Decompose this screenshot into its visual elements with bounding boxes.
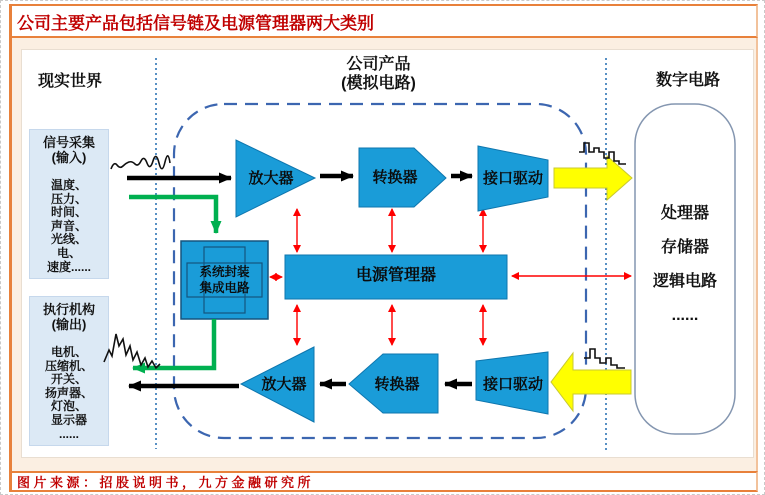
source-text: 图片来源：招股说明书，九方金融研究所 [17, 475, 315, 490]
actuator-output-title: 执行机构 [42, 302, 95, 317]
list-item: 电、 [56, 245, 81, 260]
list-item: ...... [671, 307, 699, 324]
converter-top-label: 转换器 [372, 169, 418, 186]
source-bar [9, 471, 758, 492]
power-manager-label: 电源管理器 [355, 267, 436, 284]
interface-driver-top-label: 接口驱动 [482, 170, 543, 187]
list-item: 光线、 [50, 232, 87, 247]
green-path-input-to-sip [129, 197, 216, 233]
list-item: 声音、 [50, 218, 87, 233]
real-world-header: 现实世界 [37, 73, 102, 90]
list-item: ...... [58, 426, 79, 441]
list-item: 存储器 [660, 239, 709, 256]
list-item: 逻辑电路 [652, 273, 717, 290]
digital-waveform-bottom-icon [584, 349, 625, 368]
yellow-arrow-from-digital [551, 353, 631, 411]
list-item: 灯泡、 [50, 399, 87, 414]
sip-label-line2: 集成电路 [199, 280, 250, 295]
sip-label [184, 265, 265, 296]
list-item: 开关、 [50, 372, 87, 387]
digital-circuit-items [639, 197, 731, 333]
list-item: 显示器 [50, 412, 87, 427]
amplifier-bottom-label: 放大器 [261, 376, 307, 393]
list-item: 电机、 [50, 345, 87, 359]
output-waveform-icon [104, 334, 160, 368]
analog-waveform-icon [111, 156, 170, 169]
sip-label-line1: 系统封装 [199, 265, 250, 279]
yellow-arrow-to-digital [554, 156, 632, 200]
actuator-output-subtitle: (输出) [51, 317, 87, 332]
signal-input-subtitle: (输入) [51, 150, 87, 165]
interface-driver-bottom-label: 接口驱动 [482, 376, 543, 393]
company-products-header-line1: 公司产品 [346, 56, 411, 73]
list-item: 扬声器、 [44, 385, 93, 400]
list-item: 压缩机、 [44, 358, 93, 373]
company-products-header-line2: (模拟电路) [341, 75, 416, 92]
amplifier-top-label: 放大器 [248, 170, 294, 187]
list-item: 时间、 [50, 205, 87, 220]
list-item: 压力、 [50, 191, 87, 206]
page-title: 公司主要产品包括信号链及电源管理器两大类别 [17, 13, 374, 33]
list-item: 处理器 [660, 205, 709, 222]
list-item: 速度...... [46, 259, 91, 274]
converter-bottom-label: 转换器 [374, 376, 420, 393]
list-item: 温度、 [50, 178, 87, 192]
signal-input-title: 信号采集 [42, 135, 95, 150]
digital-circuit-header: 数字电路 [655, 72, 720, 89]
